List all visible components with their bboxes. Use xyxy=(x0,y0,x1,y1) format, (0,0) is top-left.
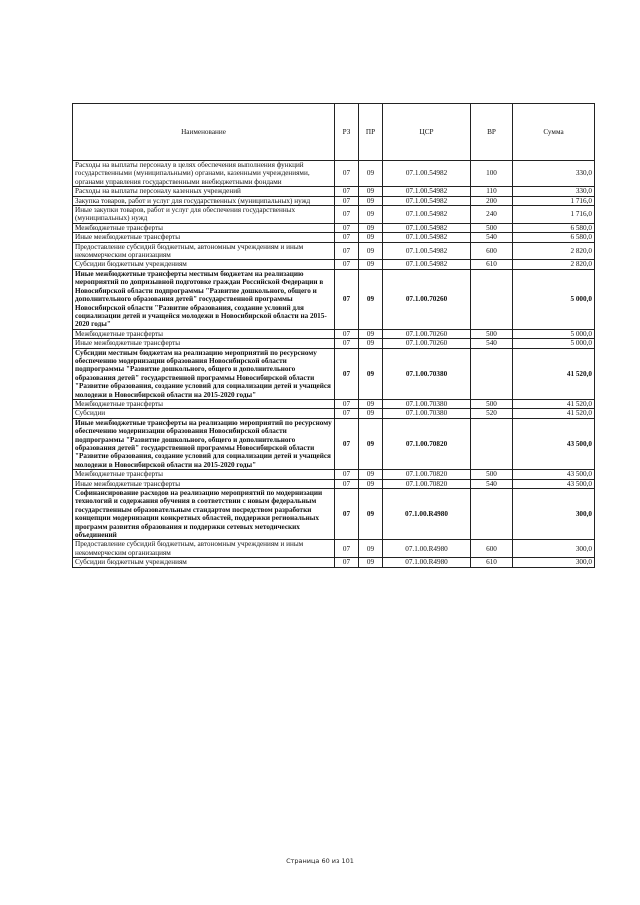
cell-csr: 07.1.00.70380 xyxy=(383,348,471,399)
cell-sum: 41 520,0 xyxy=(513,399,595,408)
cell-rz: 07 xyxy=(335,269,359,329)
cell-rz: 07 xyxy=(335,479,359,488)
cell-csr: 07.1.00.R4980 xyxy=(383,540,471,558)
cell-sum: 2 820,0 xyxy=(513,242,595,260)
cell-rz: 07 xyxy=(335,329,359,338)
cell-name: Иные межбюджетные трансферты местным бюджетам на реализацию мероприятий по допризывной подготовке граждан Российской Федерации в Новосибирской области подпрограммы "Развитие дошкольного, общего и дополнительного образования детей" государственной программы Новосибирской области "Развитие образования, создание условий для социализации детей и учащейся молодежи в Новосибирской области на 2015-2020 годы" xyxy=(73,269,335,329)
cell-pr: 09 xyxy=(359,196,383,205)
cell-rz: 07 xyxy=(335,409,359,418)
cell-sum: 5 000,0 xyxy=(513,339,595,348)
cell-name: Софинансирование расходов на реализацию мероприятий по модернизации технологий и содержания обучения в соответствии с новым федеральным государственным образовательным стандартом посредством разработки концепции модернизации конкретных областей, поддержки региональных программ развития образования и поддержки сетевых методических объединений xyxy=(73,489,335,540)
cell-name: Иные межбюджетные трансферты xyxy=(73,233,335,242)
cell-name: Межбюджетные трансферты xyxy=(73,399,335,408)
table-row xyxy=(73,242,595,260)
header-rz: РЗ xyxy=(335,104,359,161)
cell-rz: 07 xyxy=(335,260,359,269)
cell-rz: 07 xyxy=(335,161,359,187)
cell-sum: 1 716,0 xyxy=(513,196,595,205)
cell-csr: 07.1.00.54982 xyxy=(383,242,471,260)
cell-name: Иные межбюджетные трансферты xyxy=(73,479,335,488)
cell-csr: 07.1.00.70260 xyxy=(383,269,471,329)
cell-vr xyxy=(471,489,513,540)
cell-csr: 07.1.00.54982 xyxy=(383,206,471,224)
cell-sum: 41 520,0 xyxy=(513,348,595,399)
table-row xyxy=(73,470,595,479)
cell-rz: 07 xyxy=(335,223,359,232)
cell-csr: 07.1.00.54982 xyxy=(383,223,471,232)
table-row xyxy=(73,409,595,418)
cell-pr: 09 xyxy=(359,348,383,399)
cell-rz: 07 xyxy=(335,187,359,196)
table-row xyxy=(73,558,595,567)
cell-vr: 100 xyxy=(471,161,513,187)
cell-name: Субсидии местным бюджетам на реализацию мероприятий по ресурсному обеспечению модернизации образования Новосибирской области подпрограммы "Развитие дошкольного, общего и дополнительного образования детей" государственной программы Новосибирской области "Развитие образования, создание условий для социализации детей и учащейся молодежи в Новосибирской области на 2015-2020 годы" xyxy=(73,348,335,399)
cell-pr: 09 xyxy=(359,223,383,232)
cell-name: Межбюджетные трансферты xyxy=(73,223,335,232)
table-row xyxy=(73,479,595,488)
cell-pr: 09 xyxy=(359,409,383,418)
cell-vr: 200 xyxy=(471,196,513,205)
cell-vr: 500 xyxy=(471,470,513,479)
table-row xyxy=(73,260,595,269)
cell-csr: 07.1.00.70260 xyxy=(383,329,471,338)
cell-pr: 09 xyxy=(359,329,383,338)
table-row xyxy=(73,233,595,242)
cell-pr: 09 xyxy=(359,399,383,408)
cell-pr: 09 xyxy=(359,479,383,488)
cell-name: Иные межбюджетные трансферты xyxy=(73,339,335,348)
cell-csr: 07.1.00.70820 xyxy=(383,479,471,488)
cell-vr: 500 xyxy=(471,399,513,408)
cell-name: Субсидии бюджетным учреждениям xyxy=(73,558,335,567)
cell-pr: 09 xyxy=(359,187,383,196)
cell-name: Расходы на выплаты персоналу казенных учреждений xyxy=(73,187,335,196)
cell-rz: 07 xyxy=(335,196,359,205)
cell-rz: 07 xyxy=(335,339,359,348)
cell-csr: 07.1.00.70380 xyxy=(383,409,471,418)
cell-csr: 07.1.00.R4980 xyxy=(383,489,471,540)
cell-pr: 09 xyxy=(359,418,383,469)
cell-csr: 07.1.00.54982 xyxy=(383,233,471,242)
cell-pr: 09 xyxy=(359,206,383,224)
cell-name: Субсидии xyxy=(73,409,335,418)
cell-csr: 07.1.00.54982 xyxy=(383,161,471,187)
cell-sum: 43 500,0 xyxy=(513,470,595,479)
cell-sum: 6 580,0 xyxy=(513,233,595,242)
cell-vr: 110 xyxy=(471,187,513,196)
table-row xyxy=(73,206,595,224)
cell-vr xyxy=(471,418,513,469)
table-body xyxy=(73,161,595,568)
table-row xyxy=(73,196,595,205)
table-row xyxy=(73,489,595,540)
cell-pr: 09 xyxy=(359,233,383,242)
table-row xyxy=(73,161,595,187)
cell-name: Субсидии бюджетным учреждениям xyxy=(73,260,335,269)
cell-sum: 300,0 xyxy=(513,489,595,540)
cell-csr: 07.1.00.70820 xyxy=(383,470,471,479)
cell-sum: 6 580,0 xyxy=(513,223,595,232)
table-row xyxy=(73,187,595,196)
table-header-row xyxy=(73,104,595,161)
table-row xyxy=(73,348,595,399)
cell-sum: 43 500,0 xyxy=(513,418,595,469)
cell-name: Иные межбюджетные трансферты на реализацию мероприятий по ресурсному обеспечению модернизации образования Новосибирской области подпрограммы "Развитие дошкольного, общего и дополнительного образования детей" государственной программы Новосибирской области "Развитие образования, создание условий для социализации детей и учащейся молодежи в Новосибирской области на 2015-2020 годы" xyxy=(73,418,335,469)
header-csr: ЦСР xyxy=(383,104,471,161)
table-row xyxy=(73,418,595,469)
header-sum: Сумма xyxy=(513,104,595,161)
cell-sum: 330,0 xyxy=(513,187,595,196)
cell-csr: 07.1.00.70380 xyxy=(383,399,471,408)
cell-rz: 07 xyxy=(335,489,359,540)
table-row xyxy=(73,339,595,348)
table-row xyxy=(73,269,595,329)
cell-csr: 07.1.00.54982 xyxy=(383,260,471,269)
cell-name: Предоставление субсидий бюджетным, автономным учреждениям и иным некоммерческим организациям xyxy=(73,540,335,558)
table-row xyxy=(73,329,595,338)
cell-vr: 500 xyxy=(471,223,513,232)
cell-sum: 5 000,0 xyxy=(513,269,595,329)
document-page xyxy=(72,103,594,568)
cell-csr: 07.1.00.R4980 xyxy=(383,558,471,567)
cell-rz: 07 xyxy=(335,470,359,479)
cell-rz: 07 xyxy=(335,206,359,224)
cell-sum: 2 820,0 xyxy=(513,260,595,269)
cell-rz: 07 xyxy=(335,348,359,399)
cell-sum: 300,0 xyxy=(513,540,595,558)
cell-name: Межбюджетные трансферты xyxy=(73,470,335,479)
cell-sum: 43 500,0 xyxy=(513,479,595,488)
cell-vr: 540 xyxy=(471,339,513,348)
cell-pr: 09 xyxy=(359,540,383,558)
cell-name: Закупка товаров, работ и услуг для государственных (муниципальных) нужд xyxy=(73,196,335,205)
cell-csr: 07.1.00.70260 xyxy=(383,339,471,348)
cell-csr: 07.1.00.70820 xyxy=(383,418,471,469)
cell-pr: 09 xyxy=(359,242,383,260)
header-name: Наименование xyxy=(73,104,335,161)
cell-pr: 09 xyxy=(359,269,383,329)
cell-pr: 09 xyxy=(359,339,383,348)
cell-pr: 09 xyxy=(359,558,383,567)
cell-vr xyxy=(471,269,513,329)
cell-vr: 600 xyxy=(471,540,513,558)
cell-sum: 330,0 xyxy=(513,161,595,187)
cell-vr xyxy=(471,348,513,399)
cell-pr: 09 xyxy=(359,470,383,479)
cell-vr: 240 xyxy=(471,206,513,224)
cell-name: Межбюджетные трансферты xyxy=(73,329,335,338)
cell-pr: 09 xyxy=(359,161,383,187)
cell-vr: 600 xyxy=(471,242,513,260)
table-row xyxy=(73,399,595,408)
cell-pr: 09 xyxy=(359,489,383,540)
budget-table xyxy=(72,103,595,568)
cell-sum: 5 000,0 xyxy=(513,329,595,338)
table-row xyxy=(73,223,595,232)
table-row xyxy=(73,540,595,558)
header-vr: ВР xyxy=(471,104,513,161)
cell-csr: 07.1.00.54982 xyxy=(383,196,471,205)
cell-sum: 1 716,0 xyxy=(513,206,595,224)
cell-name: Расходы на выплаты персоналу в целях обеспечения выполнения функций государственными (муниципальными) органами, казенными учреждениями, органами управления государственными внебюджетными фондами xyxy=(73,161,335,187)
cell-rz: 07 xyxy=(335,233,359,242)
cell-name: Иные закупки товаров, работ и услуг для обеспечения государственных (муниципальных) нужд xyxy=(73,206,335,224)
cell-rz: 07 xyxy=(335,242,359,260)
cell-csr: 07.1.00.54982 xyxy=(383,187,471,196)
page-footer: Страница 60 из 101 xyxy=(286,857,354,865)
cell-pr: 09 xyxy=(359,260,383,269)
cell-rz: 07 xyxy=(335,540,359,558)
cell-name: Предоставление субсидий бюджетным, автономным учреждениям и иным некоммерческим организациям xyxy=(73,242,335,260)
cell-sum: 41 520,0 xyxy=(513,409,595,418)
cell-vr: 520 xyxy=(471,409,513,418)
cell-vr: 540 xyxy=(471,479,513,488)
cell-rz: 07 xyxy=(335,418,359,469)
cell-vr: 500 xyxy=(471,329,513,338)
cell-sum: 300,0 xyxy=(513,558,595,567)
cell-rz: 07 xyxy=(335,558,359,567)
cell-vr: 610 xyxy=(471,558,513,567)
cell-vr: 610 xyxy=(471,260,513,269)
header-pr: ПР xyxy=(359,104,383,161)
cell-vr: 540 xyxy=(471,233,513,242)
cell-rz: 07 xyxy=(335,399,359,408)
